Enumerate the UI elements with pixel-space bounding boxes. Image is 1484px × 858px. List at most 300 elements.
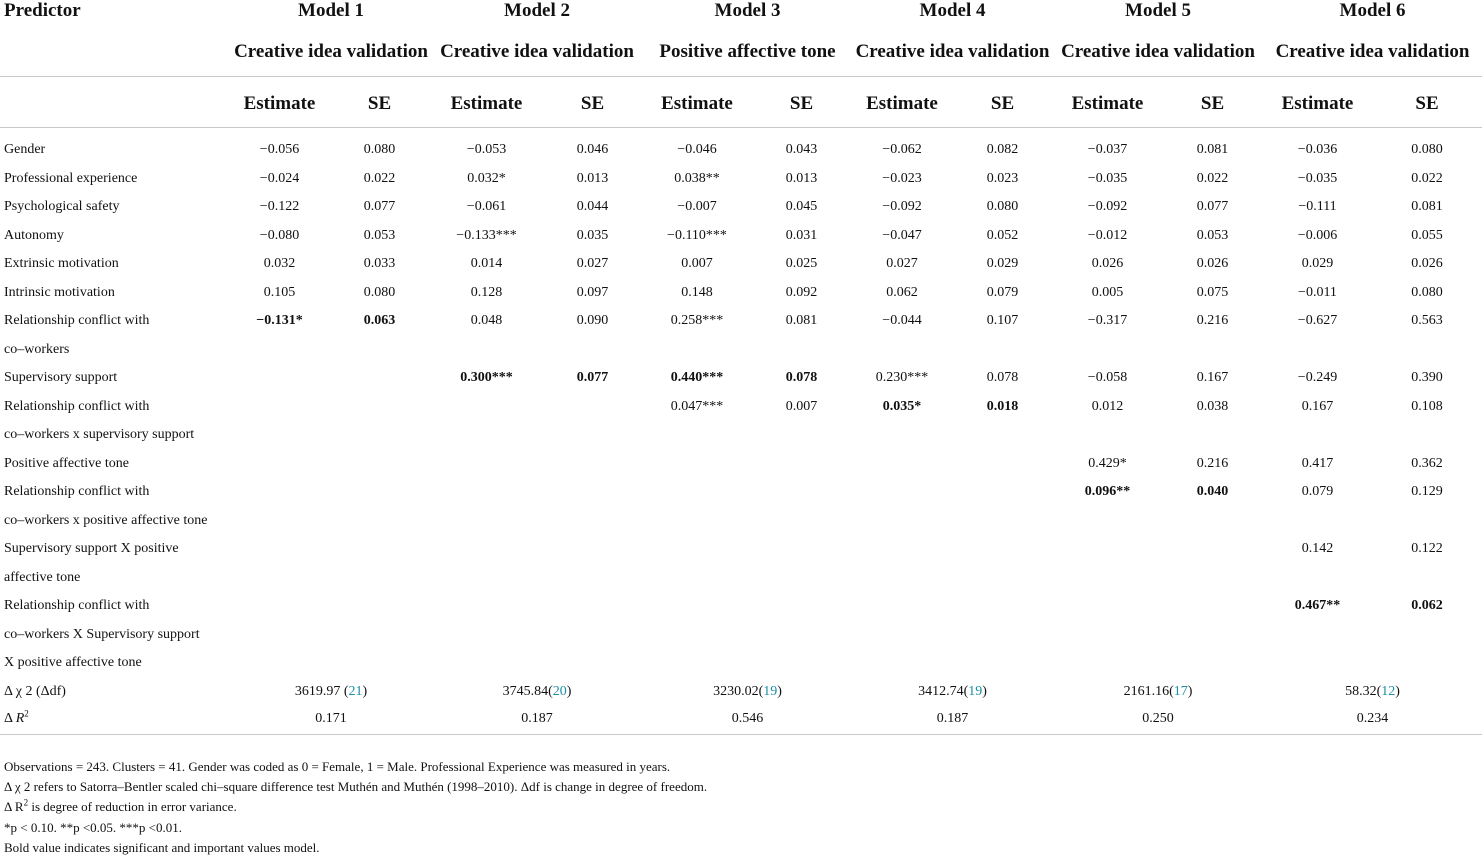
empty-cell <box>1263 421 1372 450</box>
model-5-header: Model 5 <box>1125 0 1191 21</box>
se-cell: 0.129 <box>1411 484 1443 500</box>
empty-cell <box>852 621 952 650</box>
model-2-dv: Creative idea validation <box>431 28 643 77</box>
se-cell: 0.108 <box>1411 398 1443 414</box>
empty-cell <box>431 421 542 450</box>
table-row <box>0 279 1482 308</box>
table-row <box>0 165 1482 194</box>
empty-cell <box>1263 649 1372 678</box>
empty-cell <box>431 621 542 650</box>
estimate-cell <box>431 478 542 507</box>
empty-cell <box>751 621 852 650</box>
table-notes <box>4 757 707 858</box>
empty-cell <box>1053 564 1162 593</box>
empty-cell <box>952 564 1053 593</box>
empty-cell <box>643 649 751 678</box>
r-squared-value: 0.171 <box>231 706 431 735</box>
chi-square-label: Δ χ 2 (Δdf) <box>4 683 66 699</box>
note-chi-square: Δ χ 2 refers to Satorra–Bentler scaled chi–square difference test Muthén and Muthén (1998–2010). Δdf is change in degree of freedom. <box>4 779 708 795</box>
empty-cell <box>1053 649 1162 678</box>
r-squared-label: Δ $R^2$ <box>0 706 231 735</box>
r-squared-value: 0.546 <box>643 706 852 735</box>
estimate-cell: −0.110*** <box>667 227 727 243</box>
empty-cell <box>1053 621 1162 650</box>
r-squared-row <box>0 706 1482 735</box>
se-cell <box>751 592 852 621</box>
empty-cell <box>643 621 751 650</box>
empty-cell <box>852 564 952 593</box>
predictor-label: Professional experience <box>4 170 138 186</box>
predictor-label: co–workers x supervisory support <box>4 427 195 443</box>
estimate-cell <box>231 450 328 479</box>
estimate-cell <box>1053 535 1162 564</box>
se-cell <box>542 535 643 564</box>
model-1-se-header: SE <box>328 77 431 128</box>
predictor-label: Extrinsic motivation <box>4 256 119 272</box>
table-row <box>0 364 1482 393</box>
empty-cell <box>231 649 328 678</box>
estimate-cell: 0.079 <box>1301 484 1334 500</box>
se-cell: 0.046 <box>576 142 609 158</box>
empty-cell <box>1372 564 1482 593</box>
estimate-cell <box>431 393 542 422</box>
estimate-cell: 0.128 <box>470 284 503 300</box>
empty-cell <box>231 507 328 536</box>
model-6-dv: Creative idea validation <box>1263 28 1482 77</box>
estimate-cell: −0.044 <box>882 313 922 329</box>
estimate-cell: 0.105 <box>263 284 296 300</box>
reference-link[interactable]: 19 <box>763 683 778 699</box>
predictor-header: Predictor <box>4 0 81 21</box>
model-1-estimate-header: Estimate <box>231 77 328 128</box>
empty-cell <box>1263 621 1372 650</box>
se-cell: 0.055 <box>1411 227 1443 243</box>
se-cell <box>542 450 643 479</box>
model-3-estimate-header: Estimate <box>643 77 751 128</box>
se-cell: 0.078 <box>986 370 1019 386</box>
estimate-cell: −0.056 <box>259 142 300 158</box>
se-cell: 0.040 <box>1196 484 1229 500</box>
table-row <box>0 507 1482 536</box>
empty-cell <box>1372 421 1482 450</box>
empty-cell <box>751 649 852 678</box>
estimate-cell: −0.092 <box>1087 199 1128 215</box>
model-4-header: Model 4 <box>919 0 986 21</box>
se-cell: 0.077 <box>363 199 396 215</box>
empty-cell <box>328 649 431 678</box>
r-squared-value: 0.187 <box>852 706 1053 735</box>
estimate-cell: −0.011 <box>1298 284 1337 300</box>
estimate-cell <box>231 478 328 507</box>
empty-cell <box>1372 507 1482 536</box>
se-cell: 0.062 <box>1411 598 1443 614</box>
estimate-cell: 0.440*** <box>670 370 724 386</box>
estimate-cell: −0.024 <box>259 170 300 186</box>
estimate-cell <box>231 393 328 422</box>
se-cell <box>751 450 852 479</box>
estimate-cell <box>852 592 952 621</box>
empty-cell <box>643 564 751 593</box>
empty-cell <box>231 621 328 650</box>
estimate-cell: 0.096** <box>1084 484 1131 500</box>
predictor-label: Relationship conflict with <box>4 398 150 414</box>
empty-cell <box>751 421 852 450</box>
table-row <box>0 222 1482 251</box>
empty-cell <box>952 649 1053 678</box>
estimate-cell: 0.032 <box>263 256 296 272</box>
se-cell: 0.078 <box>785 370 818 386</box>
se-cell <box>328 478 431 507</box>
se-cell: 0.023 <box>986 170 1019 186</box>
se-cell: 0.033 <box>363 256 396 272</box>
estimate-cell: 0.062 <box>886 284 918 300</box>
se-cell: 0.080 <box>363 284 396 300</box>
se-cell: 0.081 <box>785 313 818 329</box>
empty-cell <box>328 621 431 650</box>
empty-cell <box>751 507 852 536</box>
empty-cell <box>231 336 328 365</box>
table-row <box>0 193 1482 222</box>
empty-cell <box>952 507 1053 536</box>
se-cell <box>1162 535 1263 564</box>
reference-link[interactable]: 20 <box>552 683 567 699</box>
estimate-cell: −0.122 <box>259 199 300 215</box>
predictor-label: Relationship conflict with <box>4 484 150 500</box>
predictor-label: co–workers x positive affective tone <box>4 512 208 528</box>
se-cell <box>328 535 431 564</box>
predictor-label: Positive affective tone <box>4 455 129 471</box>
se-cell: 0.092 <box>785 284 818 300</box>
se-cell: 0.018 <box>986 398 1019 414</box>
empty-cell <box>1263 564 1372 593</box>
se-cell: 0.022 <box>363 170 396 186</box>
empty-header-cell <box>0 77 231 128</box>
se-cell: 0.035 <box>576 227 609 243</box>
se-cell: 0.031 <box>785 227 818 243</box>
se-cell: 0.052 <box>986 227 1019 243</box>
empty-cell <box>1162 564 1263 593</box>
estimate-cell: 0.012 <box>1091 398 1124 414</box>
estimate-cell <box>643 535 751 564</box>
note-bold: Bold value indicates significant and important values model. <box>4 839 320 855</box>
table-row <box>0 450 1482 479</box>
note-observations: Observations = 243. Clusters = 41. Gender was coded as 0 = Female, 1 = Male. Professional Experience was measured in years. <box>4 759 671 774</box>
model-5-dv: Creative idea validation <box>1053 28 1263 77</box>
predictor-label: affective tone <box>4 569 81 585</box>
estimate-cell: 0.007 <box>681 256 713 272</box>
chi-square-value: 2161.16(17) <box>1123 683 1193 699</box>
note-significance: *p < 0.10. **p <0.05. ***p <0.01. <box>4 819 182 835</box>
se-cell: 0.122 <box>1411 541 1443 557</box>
empty-cell <box>231 421 328 450</box>
empty-cell <box>431 649 542 678</box>
r-squared-value: 0.234 <box>1263 706 1482 735</box>
empty-cell <box>952 621 1053 650</box>
se-cell: 0.081 <box>1411 199 1443 215</box>
estimate-cell: −0.080 <box>259 227 300 243</box>
r-squared-value: 0.250 <box>1053 706 1263 735</box>
predictor-label: Supervisory support <box>4 370 118 386</box>
se-cell: 0.013 <box>785 170 818 186</box>
se-cell: 0.013 <box>576 170 609 186</box>
se-cell: 0.063 <box>363 313 396 329</box>
predictor-label: Intrinsic motivation <box>4 284 115 300</box>
table-row <box>0 592 1482 621</box>
se-cell: 0.081 <box>1196 142 1229 158</box>
estimate-cell <box>431 450 542 479</box>
table-row <box>0 421 1482 450</box>
estimate-cell <box>231 535 328 564</box>
estimate-cell <box>852 478 952 507</box>
empty-cell <box>1372 621 1482 650</box>
predictor-label: Relationship conflict with <box>4 598 150 614</box>
estimate-cell: −0.037 <box>1087 142 1128 158</box>
table-row <box>0 393 1482 422</box>
empty-cell <box>751 336 852 365</box>
estimate-cell: −0.111 <box>1298 199 1337 215</box>
se-cell <box>1162 592 1263 621</box>
se-cell: 0.077 <box>576 370 609 386</box>
se-cell: 0.080 <box>363 142 396 158</box>
se-cell: 0.026 <box>1196 256 1229 272</box>
predictor-label: Supervisory support X positive <box>4 541 179 557</box>
estimate-cell: −0.133*** <box>456 227 517 243</box>
table-row <box>0 564 1482 593</box>
estimate-cell: 0.026 <box>1091 256 1124 272</box>
reference-link[interactable]: 17 <box>1173 683 1188 699</box>
r-squared-value: 0.187 <box>431 706 643 735</box>
estimate-cell: −0.627 <box>1297 313 1338 329</box>
empty-cell <box>1372 336 1482 365</box>
se-cell: 0.090 <box>576 313 609 329</box>
empty-cell <box>643 421 751 450</box>
model-2-estimate-header: Estimate <box>431 77 542 128</box>
estimate-cell: 0.032* <box>467 170 506 186</box>
table-row <box>0 136 1482 165</box>
se-cell <box>542 592 643 621</box>
estimate-cell: 0.167 <box>1301 398 1334 414</box>
se-cell: 0.079 <box>986 284 1019 300</box>
estimate-cell: −0.249 <box>1297 370 1338 386</box>
se-cell: 0.080 <box>1411 142 1443 158</box>
se-cell <box>952 478 1053 507</box>
empty-cell <box>1372 649 1482 678</box>
estimate-cell: −0.035 <box>1297 170 1338 186</box>
se-cell: 0.025 <box>785 256 818 272</box>
chi-square-value: 3412.74(19) <box>918 683 987 699</box>
se-cell: 0.045 <box>785 199 818 215</box>
empty-cell <box>1053 421 1162 450</box>
predictor-label: co–workers X Supervisory support <box>4 626 200 642</box>
predictor-label: co–workers <box>4 341 70 357</box>
se-cell: 0.563 <box>1411 313 1443 329</box>
se-cell <box>952 450 1053 479</box>
model-1-header: Model 1 <box>298 0 364 21</box>
estimate-cell: 0.230*** <box>875 370 929 386</box>
estimate-cell: 0.005 <box>1091 284 1124 300</box>
estimate-cell <box>431 535 542 564</box>
estimate-cell: −0.053 <box>466 142 507 158</box>
table-row <box>0 478 1482 507</box>
se-cell <box>751 478 852 507</box>
estimate-cell: 0.300*** <box>460 370 513 386</box>
se-cell: 0.097 <box>576 284 609 300</box>
estimate-cell <box>1053 592 1162 621</box>
se-cell: 0.053 <box>1196 227 1229 243</box>
se-cell: 0.216 <box>1196 313 1229 329</box>
estimate-cell: 0.027 <box>886 256 918 272</box>
estimate-cell <box>643 478 751 507</box>
reference-link[interactable]: 19 <box>968 683 983 699</box>
estimate-cell: 0.148 <box>681 284 713 300</box>
model-4-dv: Creative idea validation <box>852 28 1053 77</box>
empty-header-cell <box>0 28 231 77</box>
se-cell: 0.022 <box>1196 170 1229 186</box>
se-cell: 0.107 <box>986 313 1019 329</box>
empty-cell <box>1162 621 1263 650</box>
se-cell: 0.080 <box>986 199 1019 215</box>
empty-cell <box>431 564 542 593</box>
se-cell: 0.216 <box>1196 455 1229 471</box>
se-cell: 0.038 <box>1196 398 1229 414</box>
empty-cell <box>1053 336 1162 365</box>
estimate-cell: 0.142 <box>1301 541 1334 557</box>
estimate-cell: −0.023 <box>882 170 922 186</box>
empty-cell <box>542 621 643 650</box>
predictor-label: X positive affective tone <box>4 655 142 671</box>
empty-cell <box>1162 421 1263 450</box>
se-cell: 0.043 <box>785 142 818 158</box>
se-cell: 0.362 <box>1411 455 1443 471</box>
estimate-cell <box>231 364 328 393</box>
model-4-se-header: SE <box>952 77 1053 128</box>
empty-cell <box>542 649 643 678</box>
se-cell: 0.029 <box>986 256 1019 272</box>
model-5-estimate-header: Estimate <box>1053 77 1162 128</box>
estimate-cell: −0.035 <box>1087 170 1128 186</box>
model-1-dv: Creative idea validation <box>231 28 431 77</box>
empty-cell <box>542 336 643 365</box>
model-2-header: Model 2 <box>504 0 570 21</box>
predictor-label: Psychological safety <box>4 199 120 215</box>
estimate-cell: −0.036 <box>1297 142 1338 158</box>
estimate-cell <box>643 592 751 621</box>
estimate-cell: 0.029 <box>1301 256 1334 272</box>
model-6-header: Model 6 <box>1339 0 1406 21</box>
empty-cell <box>431 507 542 536</box>
se-cell: 0.022 <box>1411 170 1443 186</box>
estimate-cell: 0.014 <box>470 256 503 272</box>
estimate-cell: −0.006 <box>1297 227 1338 243</box>
model-3-header: Model 3 <box>714 0 781 21</box>
table-row <box>0 621 1482 650</box>
empty-cell <box>1162 649 1263 678</box>
empty-cell <box>328 564 431 593</box>
estimate-cell <box>643 450 751 479</box>
estimate-cell: 0.048 <box>470 313 503 329</box>
estimate-cell: 0.258*** <box>670 313 724 329</box>
empty-cell <box>1162 507 1263 536</box>
se-cell: 0.053 <box>363 227 396 243</box>
se-cell <box>328 450 431 479</box>
se-cell: 0.026 <box>1411 256 1443 272</box>
model-2-se-header: SE <box>542 77 643 128</box>
table-row <box>0 535 1482 564</box>
empty-cell <box>1162 336 1263 365</box>
empty-cell <box>852 649 952 678</box>
se-cell <box>542 393 643 422</box>
se-cell <box>328 592 431 621</box>
empty-cell <box>431 336 542 365</box>
se-cell <box>751 535 852 564</box>
empty-cell <box>231 564 328 593</box>
empty-cell <box>643 336 751 365</box>
empty-cell <box>852 421 952 450</box>
model-3-se-header: SE <box>751 77 852 128</box>
table-row <box>0 307 1482 336</box>
se-cell <box>328 364 431 393</box>
reference-link[interactable]: 21 <box>348 683 363 699</box>
reference-link[interactable]: 12 <box>1381 683 1396 699</box>
model-header-row <box>0 0 1482 28</box>
estimate-cell: 0.429* <box>1088 455 1127 471</box>
estimate-cell: −0.058 <box>1087 370 1128 386</box>
empty-cell <box>751 564 852 593</box>
table-row <box>0 250 1482 279</box>
estimate-cell: 0.035* <box>882 398 922 414</box>
spacer-row <box>0 128 1482 137</box>
estimate-cell: 0.417 <box>1301 455 1334 471</box>
model-5-se-header: SE <box>1162 77 1263 128</box>
empty-cell <box>852 336 952 365</box>
chi-square-value: 3619.97 (21) <box>294 683 368 699</box>
estimate-se-header-row <box>0 77 1482 128</box>
estimate-cell: 0.038** <box>674 170 720 186</box>
estimate-cell: 0.467** <box>1294 598 1341 614</box>
se-cell: 0.167 <box>1196 370 1229 386</box>
empty-cell <box>542 507 643 536</box>
se-cell: 0.044 <box>576 199 609 215</box>
se-cell: 0.080 <box>1411 284 1443 300</box>
empty-cell <box>1263 507 1372 536</box>
empty-cell <box>328 336 431 365</box>
note-r-squared: Δ $R^2$ is degree of reduction in error variance. <box>4 798 237 815</box>
table-body <box>0 128 1482 735</box>
estimate-cell: −0.047 <box>882 227 922 243</box>
model-6-estimate-header: Estimate <box>1263 77 1372 128</box>
estimate-cell <box>852 535 952 564</box>
chi-square-value: 3230.02(19) <box>713 683 782 699</box>
estimate-cell: 0.047*** <box>670 398 724 414</box>
chi-square-value: 58.32(12) <box>1345 683 1400 699</box>
se-cell <box>952 535 1053 564</box>
estimate-cell <box>852 450 952 479</box>
estimate-cell: −0.131* <box>256 313 303 329</box>
empty-cell <box>328 421 431 450</box>
estimate-cell: −0.317 <box>1087 313 1128 329</box>
empty-cell <box>952 421 1053 450</box>
se-cell: 0.390 <box>1411 370 1443 386</box>
predictor-label: Gender <box>4 142 46 158</box>
se-cell <box>542 478 643 507</box>
empty-cell <box>952 336 1053 365</box>
se-cell: 0.077 <box>1196 199 1229 215</box>
model-3-dv: Positive affective tone <box>643 28 852 77</box>
estimate-cell: −0.007 <box>677 199 717 215</box>
dependent-variable-row <box>0 28 1482 77</box>
estimate-cell: −0.012 <box>1087 227 1128 243</box>
empty-cell <box>852 507 952 536</box>
